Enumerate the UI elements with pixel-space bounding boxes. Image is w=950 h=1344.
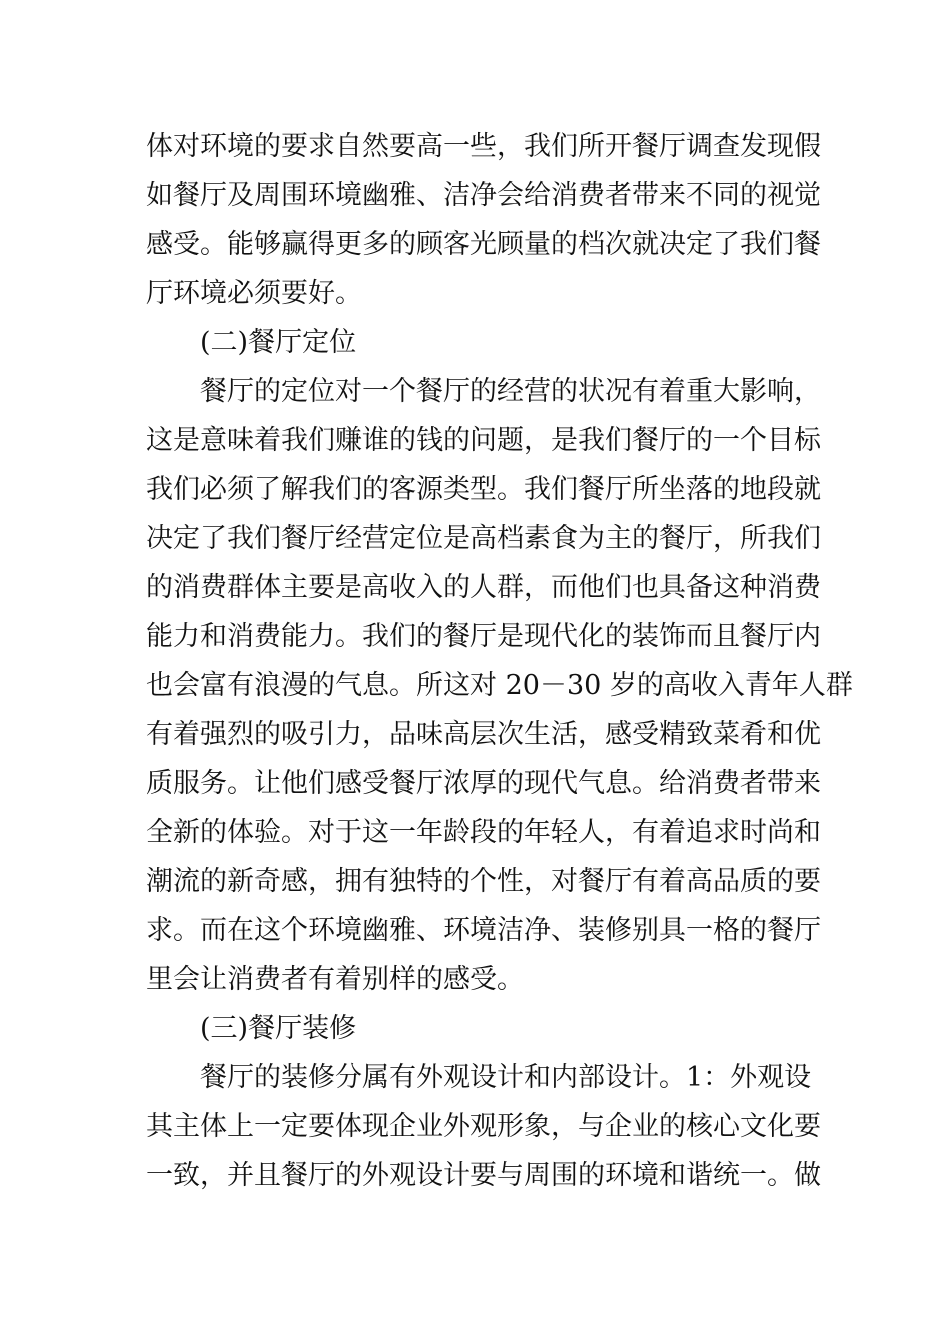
text-line: 求。而在这个环境幽雅、环境洁净、装修别具一格的餐厅 (146, 915, 821, 946)
text-line: 厅环境必须要好。 (146, 278, 362, 309)
text-line: 能力和消费能力。我们的餐厅是现代化的装饰而且餐厅内 (146, 621, 821, 652)
text-line: 这是意味着我们赚谁的钱的问题，是我们餐厅的一个目标 (146, 425, 821, 456)
text-line: 潮流的新奇感，拥有独特的个性，对餐厅有着高品质的要 (146, 866, 821, 897)
text-line: 里会让消费者有着别样的感受。 (146, 964, 524, 995)
text-line: 其主体上一定要体现企业外观形象，与企业的核心文化要 (146, 1111, 821, 1142)
text-line: 一致，并且餐厅的外观设计要与周围的环境和谐统一。做 (146, 1160, 821, 1191)
text-line: 感受。能够赢得更多的顾客光顾量的档次就决定了我们餐 (146, 229, 821, 260)
text-line: 决定了我们餐厅经营定位是高档素食为主的餐厅，所我们 (146, 523, 821, 554)
text-line: 全新的体验。对于这一年龄段的年轻人，有着追求时尚和 (146, 817, 821, 848)
text-line: 也会富有浪漫的气息。所这对 20－30 岁的高收入青年人群 (146, 670, 853, 701)
body-text (146, 122, 853, 1200)
text-line: 如餐厅及周围环境幽雅、洁净会给消费者带来不同的视觉 (146, 180, 821, 211)
section-heading: (三)餐厅装修 (200, 1013, 357, 1044)
text-line: 有着强烈的吸引力，品味高层次生活，感受精致菜肴和优 (146, 719, 821, 750)
text-line: 我们必须了解我们的客源类型。我们餐厅所坐落的地段就 (146, 474, 821, 505)
section-heading: (二)餐厅定位 (200, 327, 357, 358)
text-line: 餐厅的定位对一个餐厅的经营的状况有着重大影响， (200, 376, 821, 407)
text-line: 体对环境的要求自然要高一些，我们所开餐厅调查发现假 (146, 131, 821, 162)
text-line: 质服务。让他们感受餐厅浓厚的现代气息。给消费者带来 (146, 768, 821, 799)
text-line: 餐厅的装修分属有外观设计和内部设计。1：外观设 (200, 1062, 812, 1093)
text-line: 的消费群体主要是高收入的人群，而他们也具备这种消费 (146, 572, 821, 603)
